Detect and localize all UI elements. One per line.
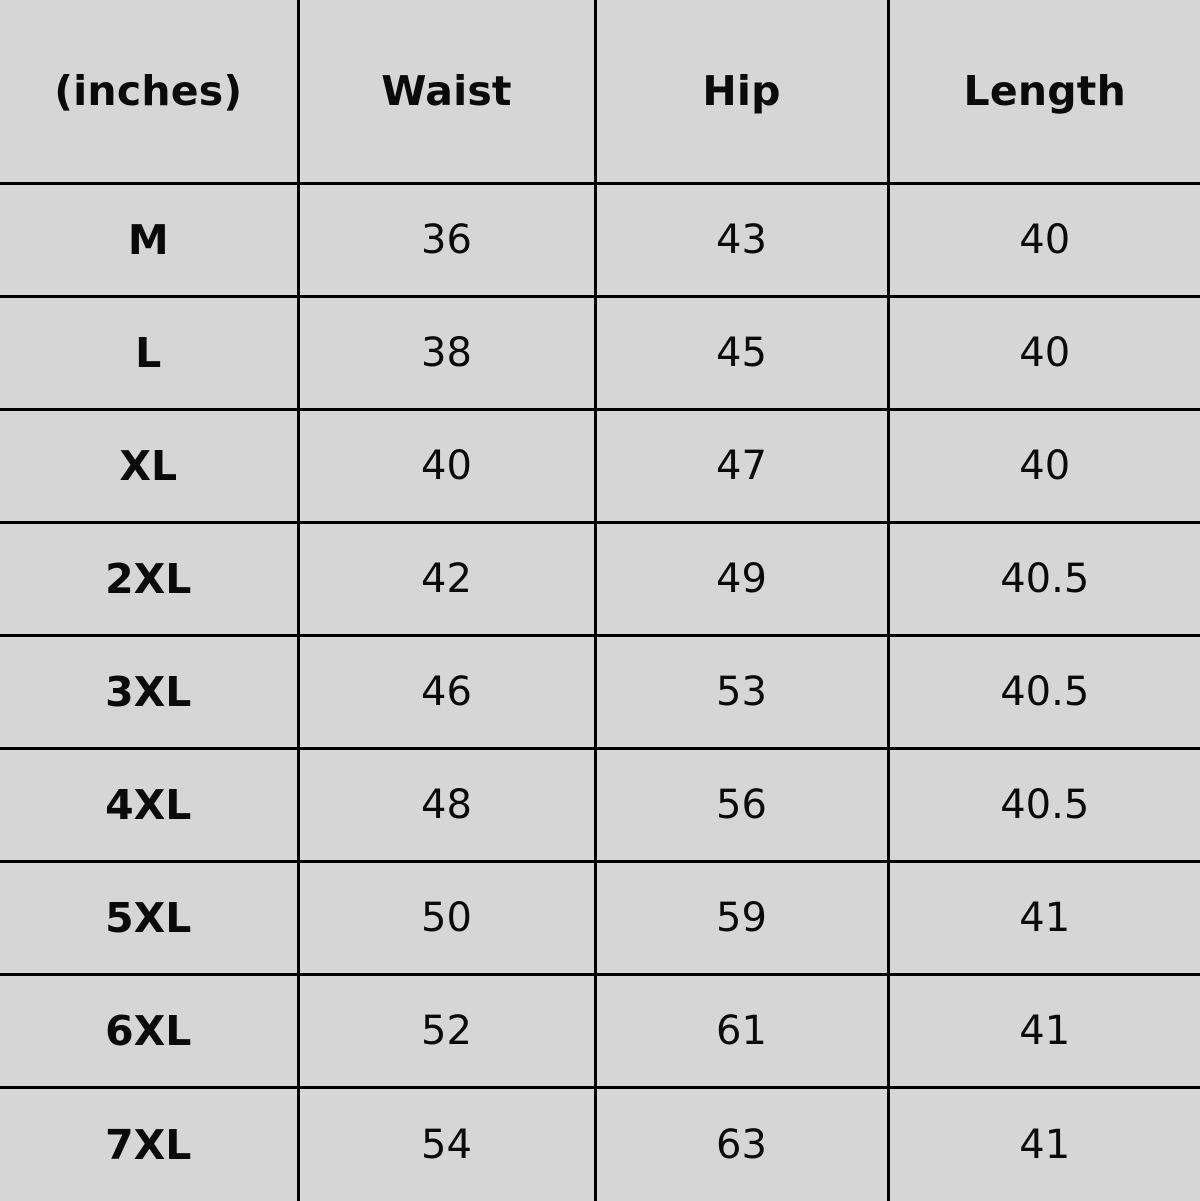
column-header-hip: Hip bbox=[595, 0, 888, 184]
cell-size: 4XL bbox=[0, 749, 298, 862]
column-header-length: Length bbox=[888, 0, 1200, 184]
column-header-unit: (inches) bbox=[0, 0, 298, 184]
cell-waist: 38 bbox=[298, 297, 595, 410]
table-row bbox=[0, 297, 1200, 410]
cell-hip: 45 bbox=[595, 297, 888, 410]
cell-hip: 47 bbox=[595, 410, 888, 523]
cell-waist: 40 bbox=[298, 410, 595, 523]
cell-size: 6XL bbox=[0, 975, 298, 1088]
cell-waist: 46 bbox=[298, 636, 595, 749]
cell-size: 2XL bbox=[0, 523, 298, 636]
cell-waist: 36 bbox=[298, 184, 595, 297]
header-row bbox=[0, 0, 1200, 184]
cell-hip: 49 bbox=[595, 523, 888, 636]
table-row bbox=[0, 636, 1200, 749]
cell-hip: 43 bbox=[595, 184, 888, 297]
table-row bbox=[0, 975, 1200, 1088]
table-header bbox=[0, 0, 1200, 184]
cell-size: M bbox=[0, 184, 298, 297]
cell-hip: 61 bbox=[595, 975, 888, 1088]
table-row bbox=[0, 1088, 1200, 1201]
cell-hip: 56 bbox=[595, 749, 888, 862]
cell-size: 5XL bbox=[0, 862, 298, 975]
cell-length: 41 bbox=[888, 975, 1200, 1088]
cell-size: L bbox=[0, 297, 298, 410]
column-header-waist: Waist bbox=[298, 0, 595, 184]
table-row bbox=[0, 862, 1200, 975]
cell-length: 40 bbox=[888, 410, 1200, 523]
cell-length: 40.5 bbox=[888, 636, 1200, 749]
cell-length: 40 bbox=[888, 297, 1200, 410]
cell-waist: 48 bbox=[298, 749, 595, 862]
cell-length: 40 bbox=[888, 184, 1200, 297]
cell-size: XL bbox=[0, 410, 298, 523]
table-row bbox=[0, 523, 1200, 636]
table-row bbox=[0, 184, 1200, 297]
cell-hip: 53 bbox=[595, 636, 888, 749]
cell-size: 7XL bbox=[0, 1088, 298, 1201]
cell-hip: 63 bbox=[595, 1088, 888, 1201]
cell-length: 40.5 bbox=[888, 749, 1200, 862]
cell-length: 40.5 bbox=[888, 523, 1200, 636]
cell-waist: 42 bbox=[298, 523, 595, 636]
cell-waist: 52 bbox=[298, 975, 595, 1088]
table-body bbox=[0, 184, 1200, 1201]
cell-size: 3XL bbox=[0, 636, 298, 749]
table-row bbox=[0, 749, 1200, 862]
cell-length: 41 bbox=[888, 862, 1200, 975]
cell-hip: 59 bbox=[595, 862, 888, 975]
cell-waist: 50 bbox=[298, 862, 595, 975]
table-row bbox=[0, 410, 1200, 523]
cell-waist: 54 bbox=[298, 1088, 595, 1201]
cell-length: 41 bbox=[888, 1088, 1200, 1201]
